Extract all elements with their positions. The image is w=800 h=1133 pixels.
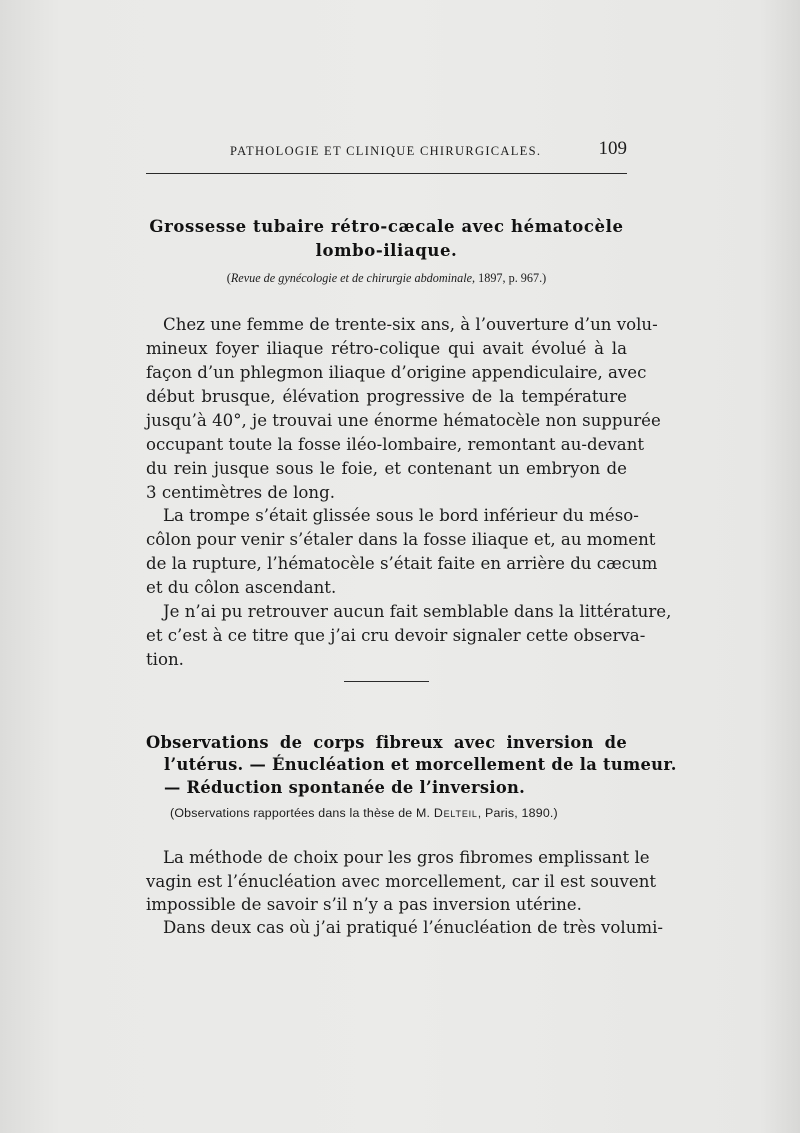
article1-line: mineux foyer iliaque rétro-colique qui avait évolué à la: [146, 339, 627, 358]
article1-line: côlon pour venir s’étaler dans la fosse iliaque et, au moment: [146, 530, 656, 549]
article1-line: La trompe s’était glissée sous le bord inférieur du méso-: [163, 506, 639, 525]
article2-line: vagin est l’énucléation avec morcellement, car il est souvent: [146, 872, 657, 891]
article2-line: impossible de savoir s’il n’y a pas inversion utérine.: [146, 895, 582, 914]
article2-source: [170, 806, 558, 820]
article1-source: [146, 271, 627, 286]
article2-heading-line2: l’utérus. — Énucléation et morcellement de la tumeur.: [164, 755, 677, 774]
running-title: PATHOLOGIE ET CLINIQUE CHIRURGICALES.: [230, 144, 542, 158]
source-rest: 1897, p. 967.): [475, 271, 547, 285]
source-journal: Revue de gynécologie et de chirurgie abdominale,: [230, 271, 476, 285]
article1-line: du rein jusque sous le foie, et contenant un embryon de: [146, 459, 627, 478]
article1-line: début brusque, élévation progressive de la température: [146, 387, 627, 406]
article1-title-line2: lombo-iliaque.: [315, 241, 458, 260]
article1-line: jusqu’à 40°, je trouvai une énorme hématocèle non suppurée: [146, 411, 661, 430]
article1-line: et du côlon ascendant.: [146, 578, 337, 597]
article1-title-line1: Grossesse tubaire rétro-cæcale avec hématocèle: [149, 217, 624, 236]
section-separator: [344, 681, 429, 682]
article1-line: de la rupture, l’hématocèle s’était faite en arrière du cæcum: [146, 554, 658, 573]
source-author: Delteil: [433, 806, 478, 820]
source-after: , Paris, 1890.): [477, 806, 558, 820]
header-rule: [146, 173, 627, 174]
article1-line: 3 centimètres de long.: [146, 483, 335, 502]
article2-heading-line1: Observations de corps fibreux avec inversion de: [146, 733, 627, 752]
article1-line: façon d’un phlegmon iliaque d’origine appendiculaire, avec: [146, 363, 647, 382]
article2-heading-line3: — Réduction spontanée de l’inversion.: [164, 778, 526, 797]
article1-line: tion.: [146, 650, 184, 669]
source-before: (Observations rapportées dans la thèse de M.: [170, 806, 434, 820]
article1-line: Chez une femme de trente-six ans, à l’ouverture d’un volu-: [163, 315, 658, 334]
article1-line: et c’est à ce titre que j’ai cru devoir signaler cette observa-: [146, 626, 646, 645]
source-open: (: [226, 271, 231, 285]
article1-line: occupant toute la fosse iléo-lombaire, remontant au-devant: [146, 435, 645, 454]
article2-line: La méthode de choix pour les gros fibromes emplissant le: [163, 848, 650, 867]
article2-line: Dans deux cas où j’ai pratiqué l’énucléation de très volumi-: [163, 918, 664, 937]
page-number: 109: [598, 138, 627, 159]
running-header: [146, 138, 627, 166]
article1-line: Je n’ai pu retrouver aucun fait semblable dans la littérature,: [163, 602, 672, 621]
